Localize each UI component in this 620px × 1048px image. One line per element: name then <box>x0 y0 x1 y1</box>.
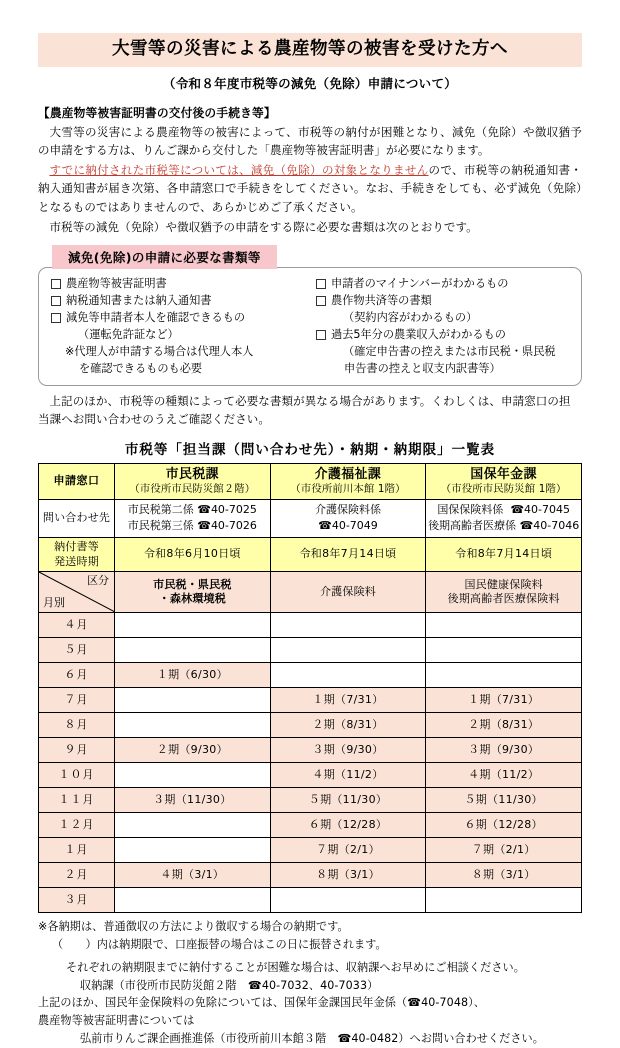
category-cell <box>426 572 582 613</box>
payment-period-cell: ３期（9/30） <box>426 738 582 763</box>
table-row-month <box>39 788 582 813</box>
table-row-month <box>39 688 582 713</box>
table-row-dispatch <box>39 537 582 572</box>
list-item-label: 過去5年分の農業収入がわかるもの <box>331 327 506 341</box>
row-label-dispatch <box>39 537 115 572</box>
payment-period-cell: ７期（2/1） <box>270 838 426 863</box>
checkbox-empty-icon[interactable] <box>51 313 61 323</box>
dispatch-date: 令和8年6月10日頃 <box>115 537 271 572</box>
table-row-categories <box>39 572 582 613</box>
checkbox-empty-icon[interactable] <box>316 279 326 289</box>
list-item-label: 申請者のマイナンバーがわかるもの <box>331 276 509 290</box>
list-item-sublabel: （契約内容がわかるもの） <box>343 310 478 324</box>
category-line-2: 後期高齢者医療保険料 <box>447 592 560 606</box>
footer-note-2: （ ）内は納期限で、口座振替の場合はこの日に振替されます。 <box>52 937 387 951</box>
category-line-1: 介護保険料 <box>319 584 376 598</box>
empty-cell <box>426 638 582 663</box>
table-row-month <box>39 638 582 663</box>
list-item-sublabel: （確定申告書の控えまたは市民税・県民税 <box>343 344 556 358</box>
month-label: １１月 <box>39 788 115 813</box>
department-cell <box>426 463 582 499</box>
payment-period-cell: １期（7/31） <box>270 688 426 713</box>
contact-cell <box>115 499 271 537</box>
dispatch-date: 令和8年7月14日頃 <box>426 537 582 572</box>
list-item-label: 農作物共済等の書類 <box>331 293 432 307</box>
contact-tel: 40-7046 <box>533 519 580 533</box>
row-label-window: 申請窓口 <box>39 463 115 499</box>
after-box-note: 上記のほか、市税等の種類によって必要な書類が異なる場合があります。くわしくは、申請窓口の担当課へお問い合わせのうえご確認ください。 <box>38 393 571 426</box>
payment-period-cell: ７期（2/1） <box>426 838 582 863</box>
payment-period-cell: ４期（3/1） <box>115 863 271 888</box>
list-item <box>51 275 306 292</box>
footer-note-4: 収納課（市役所市民防災館２階 ☎40-7032、40-7033） <box>80 978 379 992</box>
checkbox-empty-icon[interactable] <box>51 296 61 306</box>
payment-period-cell: ５期（11/30） <box>270 788 426 813</box>
list-item <box>316 292 571 309</box>
list-item-label: 農産物等被害証明書 <box>66 276 167 290</box>
payment-period-cell: ２期（8/31） <box>270 713 426 738</box>
phone-icon: ☎ <box>510 502 525 516</box>
payment-period-cell: ４期（11/2） <box>270 763 426 788</box>
empty-cell <box>426 663 582 688</box>
documents-left-note-1: ※代理人が申請する場合は代理人本人 <box>65 344 254 358</box>
list-item-label: 納税通知書または納入通知書 <box>66 293 212 307</box>
department-location: （市役所市民防災館２階） <box>129 482 256 495</box>
month-label: ６月 <box>39 663 115 688</box>
payment-period-cell: １期（7/31） <box>426 688 582 713</box>
kubun-tsukibetsu-cell <box>39 572 115 613</box>
list-item <box>51 292 306 309</box>
dispatch-date: 令和8年7月14日頃 <box>270 537 426 572</box>
payment-period-cell: ６期（12/28） <box>270 813 426 838</box>
table-title: 市税等「担当課（問い合わせ先）・納期・納期限」一覧表 <box>124 441 496 458</box>
empty-cell <box>270 638 426 663</box>
month-label: １月 <box>39 838 115 863</box>
empty-cell <box>115 888 271 913</box>
payment-period-cell: ８期（3/1） <box>426 863 582 888</box>
footer-note-6: 農産物等被害証明書については <box>38 1014 195 1027</box>
month-label: １２月 <box>39 813 115 838</box>
checkbox-empty-icon[interactable] <box>316 330 326 340</box>
payment-period-cell: ３期（9/30） <box>270 738 426 763</box>
contact-line <box>427 518 580 535</box>
phone-icon: ☎ <box>318 519 332 533</box>
contact-section: 後期高齢者医療係 <box>428 519 517 533</box>
category-line-2: ・森林環境税 <box>158 592 226 606</box>
category-line-1: 市民税・県民税 <box>153 577 232 591</box>
month-label: ８月 <box>39 713 115 738</box>
documents-left-note-2: を確認できるものも必要 <box>79 361 203 375</box>
row-label-dispatch-line1: 納付書等 <box>54 539 99 553</box>
empty-cell <box>115 763 271 788</box>
month-label: ７月 <box>39 688 115 713</box>
required-documents-label: 減免(免除)の申請に必要な書類等 <box>52 245 277 269</box>
contact-cell <box>426 499 582 537</box>
category-cell <box>115 572 271 613</box>
month-label: ３月 <box>39 888 115 913</box>
contact-section: 市民税第二係 <box>127 502 194 516</box>
empty-cell <box>115 688 271 713</box>
department-name: 国保年金課 <box>470 466 537 482</box>
table-row-month <box>39 888 582 913</box>
contact-line <box>272 518 425 535</box>
row-label-dispatch-line2: 発送時期 <box>54 554 99 568</box>
contact-section: 介護保険料係 <box>314 502 381 516</box>
contact-section: 国保保険料係 <box>437 502 504 516</box>
contact-line <box>116 518 269 535</box>
table-row-month <box>39 613 582 638</box>
empty-cell <box>426 888 582 913</box>
department-name: 市民税課 <box>165 466 219 482</box>
empty-cell <box>426 613 582 638</box>
category-line-1: 国民健康保険料 <box>464 577 543 591</box>
list-item-sublabel-2: 申告書の控えと収支内訳書等） <box>344 361 501 375</box>
red-underline-text: すでに納付された市税等については、減免（免除）の対象となりません <box>49 163 429 178</box>
contact-tel: 40-7049 <box>331 519 378 533</box>
contact-line <box>272 502 425 519</box>
empty-cell <box>115 838 271 863</box>
phone-icon: ☎ <box>197 502 211 516</box>
department-cell <box>115 463 271 499</box>
list-item <box>316 326 571 343</box>
paragraph-3: 市税等の減免（免除）や徴収猶予の申請をする際に必要な書類は次のとおりです。 <box>49 219 478 234</box>
footer-notes <box>38 918 582 1047</box>
table-row-month <box>39 813 582 838</box>
payment-period-cell: ２期（9/30） <box>115 738 271 763</box>
phone-icon: ☎ <box>519 519 534 533</box>
department-cell <box>270 463 426 499</box>
required-documents-section <box>38 245 582 386</box>
empty-cell <box>115 713 271 738</box>
payment-period-cell: ４期（11/2） <box>426 763 582 788</box>
empty-cell <box>115 613 271 638</box>
contact-tel: 40-7045 <box>524 502 570 516</box>
list-item <box>51 309 306 326</box>
page-subtitle: （令和８年度市税等の減免（免除）申請について） <box>162 75 458 91</box>
list-item-label: 減免等申請者本人を確認できるもの <box>66 310 246 324</box>
paragraph-1: 大雪等の災害による農産物等の被害によって、市税等の納付が困難となり、減免（免除）や徴収猶予の申請をする方は、りんご課から交付した「農産物等被害証明書」が必要になります。 <box>38 124 582 158</box>
contact-tel: 40-7026 <box>210 519 257 533</box>
footer-note-5: 上記のほか、国民年金保険料の免除については、国保年金課国民年金係（☎40-7048）、 <box>38 996 485 1010</box>
footer-note-3: それぞれの納期限までに納付することが困難な場合は、収納課へお早めにご相談ください。 <box>66 960 525 974</box>
month-label: ４月 <box>39 613 115 638</box>
contact-line <box>116 502 269 519</box>
tsukibetsu-label: 月別 <box>43 595 65 609</box>
contact-cell <box>270 499 426 537</box>
section-heading: 【農産物等被害証明書の交付後の手続き等】 <box>38 105 276 120</box>
checkbox-empty-icon[interactable] <box>51 279 61 289</box>
empty-cell <box>115 813 271 838</box>
month-label: ２月 <box>39 863 115 888</box>
month-label: ９月 <box>39 738 115 763</box>
page-title: 大雪等の災害による農産物等の被害を受けた方へ <box>38 33 582 67</box>
table-row-month <box>39 738 582 763</box>
documents-left-column <box>51 275 306 377</box>
table-row-window <box>39 463 582 499</box>
table-row-month <box>39 663 582 688</box>
table-row-contact <box>39 499 582 537</box>
kubun-label: 区分 <box>87 574 109 588</box>
table-row-month <box>39 838 582 863</box>
footer-note-7: 弘前市りんご課企画推進係（市役所前川本館３階 ☎40-0482）へお問い合わせください。 <box>80 1031 544 1045</box>
table-row-month <box>39 763 582 788</box>
empty-cell <box>270 888 426 913</box>
contact-section: 市民税第三係 <box>127 519 194 533</box>
payment-period-cell: ２期（8/31） <box>426 713 582 738</box>
payment-period-cell: ３期（11/30） <box>115 788 271 813</box>
payment-period-cell: ６期（12/28） <box>426 813 582 838</box>
row-label-contact: 問い合わせ先 <box>39 499 115 537</box>
contact-tel: 40-7025 <box>210 502 257 516</box>
table-row-month <box>39 863 582 888</box>
tax-schedule-table <box>38 463 582 914</box>
paragraph-2-rest: ので、市税等の納税通知書・納入通知書が届き次第、各申請窓口で手続きをしてください。なお、手続きをしても、必ず減免（免除）となるものではありませんので、あらかじめご了承ください。 <box>38 163 582 214</box>
month-label: ５月 <box>39 638 115 663</box>
month-label: １０月 <box>39 763 115 788</box>
list-item <box>316 275 571 292</box>
documents-right-column <box>312 275 571 377</box>
table-row-month <box>39 713 582 738</box>
department-location: （市役所前川本館 1階） <box>290 482 406 495</box>
empty-cell <box>270 613 426 638</box>
paragraph-2 <box>38 161 582 215</box>
empty-cell <box>270 663 426 688</box>
payment-period-cell: ８期（3/1） <box>270 863 426 888</box>
payment-period-cell: １期（6/30） <box>115 663 271 688</box>
category-cell <box>270 572 426 613</box>
required-documents-box <box>38 267 582 386</box>
list-item-sublabel: （運転免許証など） <box>78 327 179 341</box>
contact-line <box>427 502 580 519</box>
empty-cell <box>115 638 271 663</box>
payment-period-cell: ５期（11/30） <box>426 788 582 813</box>
checkbox-empty-icon[interactable] <box>316 296 326 306</box>
phone-icon: ☎ <box>197 519 211 533</box>
department-location: （市役所市民防災館 1階） <box>440 482 567 495</box>
department-name: 介護福祉課 <box>314 466 382 482</box>
footer-note-1: ※各納期は、普通徴収の方法により徴収する場合の納期です。 <box>38 920 349 934</box>
